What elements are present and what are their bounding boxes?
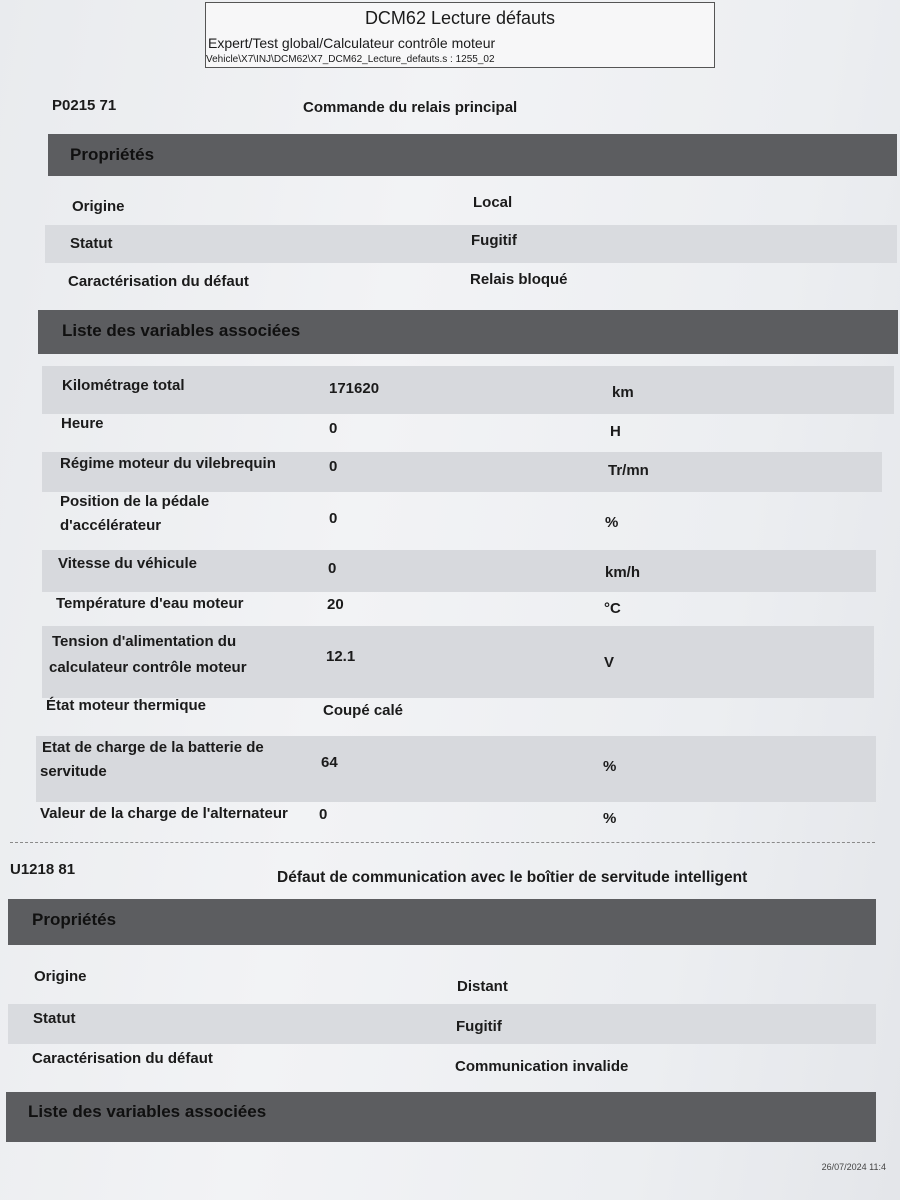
- variable-row: [42, 492, 894, 548]
- variable-unit: %: [605, 514, 619, 531]
- property-label: Caractérisation du défaut: [68, 273, 249, 290]
- section-properties: Propriétés: [8, 899, 876, 945]
- variable-row: [42, 550, 876, 592]
- property-value: Local: [473, 194, 513, 211]
- variable-value: 0: [329, 458, 338, 475]
- property-row: [45, 263, 897, 301]
- variable-unit: Tr/mn: [608, 462, 649, 479]
- section-variables: Liste des variables associées: [6, 1092, 876, 1142]
- variable-label: Température d'eau moteur: [56, 595, 244, 612]
- variable-value: 171620: [329, 380, 380, 397]
- fault-heading: [10, 861, 890, 885]
- variable-value: 64: [321, 754, 338, 771]
- variable-label-line1: Etat de charge de la batterie de: [42, 739, 264, 756]
- variable-value: 0: [328, 560, 337, 577]
- section-properties: Propriétés: [48, 134, 897, 176]
- variable-label-line2: d'accélérateur: [60, 517, 162, 534]
- report-path: Expert/Test global/Calculateur contrôle moteur: [208, 35, 496, 51]
- variable-label-line1: Position de la pédale: [60, 493, 210, 510]
- variable-row: [42, 366, 894, 414]
- variable-row: [36, 736, 876, 802]
- property-label: Statut: [33, 1010, 76, 1027]
- variable-label: État moteur thermique: [46, 697, 207, 714]
- variable-unit: °C: [604, 600, 621, 617]
- variable-label-line1: Tension d'alimentation du: [52, 633, 237, 650]
- property-label: Origine: [34, 968, 87, 985]
- report-title: DCM62 Lecture défauts: [364, 8, 556, 28]
- print-date: 26/07/2024 11:4: [821, 1162, 886, 1172]
- variable-value: 0: [319, 806, 328, 823]
- variable-row: [42, 592, 894, 626]
- report-header: [205, 2, 715, 68]
- section-divider: [10, 842, 875, 843]
- variable-unit: %: [603, 758, 617, 775]
- variable-unit: km/h: [605, 564, 641, 581]
- property-label: Statut: [70, 235, 113, 252]
- property-row: [45, 225, 897, 263]
- variable-row: [42, 452, 882, 492]
- property-label: Caractérisation du défaut: [32, 1050, 213, 1067]
- variable-value: 20: [327, 596, 344, 613]
- property-label: Origine: [72, 198, 125, 215]
- variable-label: Kilométrage total: [62, 377, 185, 394]
- variable-value: 12.1: [326, 648, 356, 665]
- property-value: Fugitif: [471, 232, 517, 249]
- property-row: [45, 188, 897, 226]
- fault-heading: [52, 97, 852, 119]
- variable-row: [42, 626, 874, 698]
- property-row: [8, 1004, 876, 1044]
- variable-label-line2: servitude: [40, 763, 107, 780]
- fault-description: Défaut de communication avec le boîtier de servitude intelligent: [277, 869, 748, 886]
- property-value: Distant: [457, 978, 508, 995]
- property-row: [8, 958, 876, 1002]
- fault-description: Commande du relais principal: [303, 99, 518, 116]
- variable-label: Vitesse du véhicule: [58, 555, 197, 572]
- report-file: Vehicle\X7\INJ\DCM62\X7_DCM62_Lecture_defauts.s : 1255_02: [206, 54, 495, 65]
- section-variables: Liste des variables associées: [38, 310, 898, 354]
- property-value: Communication invalide: [455, 1058, 629, 1075]
- property-value: Relais bloqué: [470, 271, 568, 288]
- variable-value: 0: [329, 420, 338, 437]
- variable-label: Heure: [61, 415, 104, 432]
- variable-label: Valeur de la charge de l'alternateur: [40, 805, 288, 822]
- fault-code: P0215 71: [52, 97, 117, 114]
- property-row: [8, 1044, 876, 1090]
- variable-unit: H: [610, 423, 621, 440]
- variable-unit: km: [612, 384, 634, 401]
- variable-row: [42, 698, 894, 734]
- variable-label: Régime moteur du vilebrequin: [60, 455, 276, 472]
- variable-unit: %: [603, 810, 617, 827]
- variable-label-line2: calculateur contrôle moteur: [49, 659, 247, 676]
- variable-value: Coupé calé: [323, 702, 404, 719]
- variable-value: 0: [329, 510, 338, 527]
- property-value: Fugitif: [456, 1018, 502, 1035]
- variable-row: [42, 414, 894, 452]
- variable-row: [36, 802, 876, 838]
- fault-code: U1218 81: [10, 861, 76, 878]
- variable-unit: V: [604, 654, 615, 671]
